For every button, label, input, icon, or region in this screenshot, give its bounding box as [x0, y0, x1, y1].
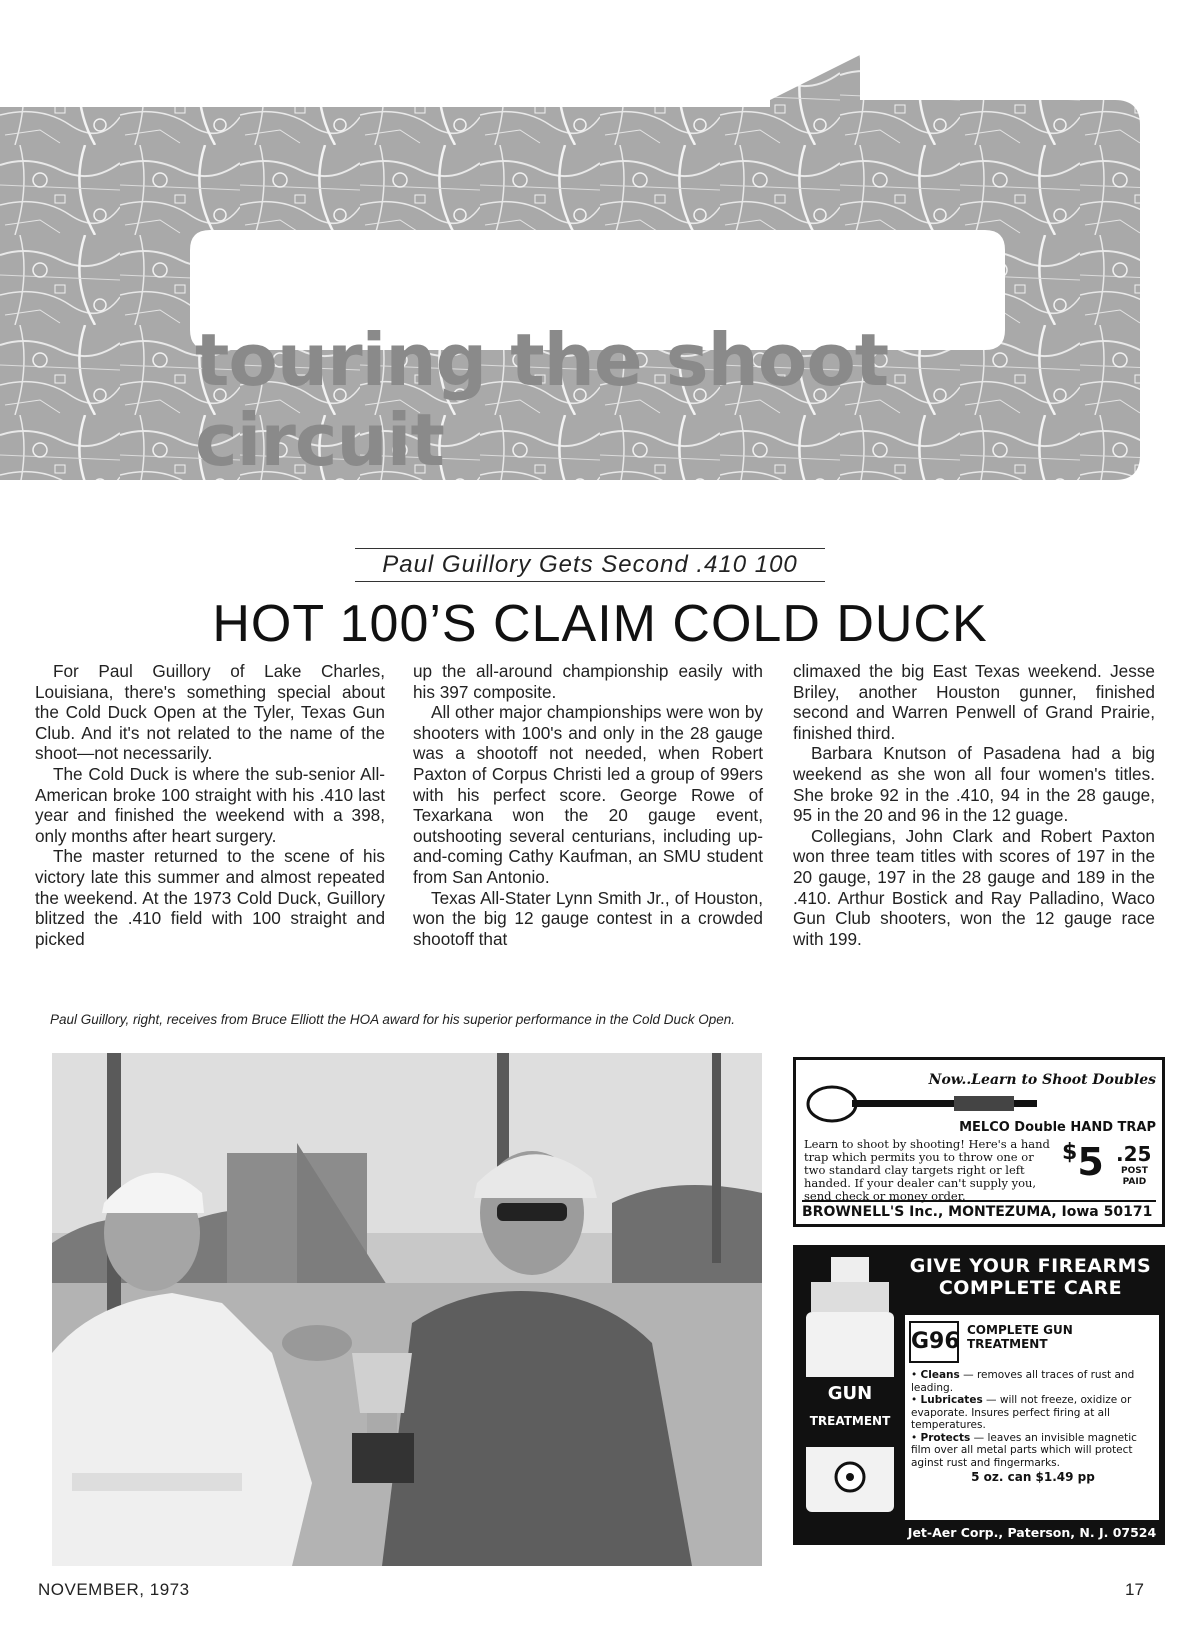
svg-text:GUN: GUN	[827, 1383, 873, 1404]
spray-can-icon	[801, 1257, 899, 1517]
banner-title: touring the shoot circuit	[195, 318, 889, 482]
ad1-body: Learn to shoot by shooting! Here's a hand trap which permits you to throw one or two standard clay targets right or left handed. If your dealer can't supply you, send check or money order.	[804, 1137, 1050, 1203]
article-column-2	[413, 661, 763, 949]
ad1-headline: Now..Learn to Shoot Doubles	[928, 1072, 1156, 1088]
banner	[0, 55, 1200, 530]
ad2-headline-line-2: COMPLETE CARE	[938, 1277, 1123, 1299]
ad1-product-name: MELCO Double HAND TRAP	[959, 1120, 1156, 1135]
issue-date: NOVEMBER, 1973	[38, 1580, 190, 1599]
photo-image	[52, 1053, 762, 1566]
ad2-bullet: • Cleans — removes all traces of rust and leading.	[911, 1369, 1135, 1394]
ad2-bullet: • Protects — leaves an invisible magnetic film over all metal parts which will protect aginst rust and fingermarks.	[911, 1431, 1137, 1469]
ad2-body	[911, 1369, 1155, 1484]
ad1-footer: BROWNELL'S Inc., MONTEZUMA, Iowa 50171	[802, 1200, 1156, 1220]
ad2-bullet-text: — removes all traces of rust and leading.	[911, 1369, 1135, 1394]
ad2-bullet: • Lubricates — will not freeze, oxidize or evaporate. Insures perfect firing at all temperatures.	[911, 1394, 1132, 1431]
article-subhead: Paul Guillory Gets Second .410 100	[355, 548, 825, 582]
ad2-footer: Jet-Aer Corp., Paterson, N. J. 07524	[907, 1525, 1157, 1540]
ad2-title	[967, 1323, 1073, 1351]
ad1-paid-label: PAID	[1122, 1177, 1147, 1187]
ad2-bullet-text: — will not freeze, oxidize or evaporate. Insures perfect firing at all temperatures.	[911, 1394, 1132, 1431]
ad2-headline-line-1: GIVE YOUR FIREARMS	[909, 1255, 1152, 1277]
ad1-price-cents: .25	[1116, 1142, 1152, 1166]
ad1-post-label: POST	[1121, 1166, 1148, 1176]
ad2-bullet-label: Cleans	[920, 1369, 960, 1381]
ad2-title-line-2: TREATMENT	[967, 1337, 1048, 1351]
paragraph: The master returned to the scene of his victory late this summer and almost repeated the weekend. At the 1973 Cold Duck, Guillory blitzed the .410 field with 100 straight and picked	[35, 846, 385, 949]
paragraph: For Paul Guillory of Lake Charles, Louisiana, there's something special about the Cold Duck Open at the Tyler, Texas Gun Club. And it's not related to the name of the shoot—not necessarily.	[35, 661, 385, 764]
article-column-3	[793, 661, 1155, 949]
paragraph: The Cold Duck is where the sub-senior All-American broke 100 straight with his .410 last year and finished the weekend with a 398, only months after heart surgery.	[35, 763, 385, 846]
ad2-bullet-text: — leaves an invisible magnetic film over all metal parts which will protect aginst rust and fingermarks.	[911, 1431, 1137, 1469]
ad1-price: $5	[1062, 1140, 1104, 1184]
paragraph: Collegians, John Clark and Robert Paxton won three team titles with scores of 197 in the 20 gauge, 197 in the 28 gauge and 189 in the .410. Arthur Bostick and Ray Palladino, Waco Gun Club shooters, won the 12 gauge race with 199.	[793, 825, 1155, 949]
ad2-headline	[903, 1255, 1158, 1299]
hand-trap-ad	[793, 1057, 1165, 1227]
ad1-price-dollars: 5	[1077, 1140, 1104, 1184]
paragraph: climaxed the big East Texas weekend. Jesse Briley, another Houston gunner, finished second and Warren Penwell of Grand Prairie, finished third.	[793, 661, 1155, 743]
article-headline: HOT 100’S CLAIM COLD DUCK	[212, 595, 988, 653]
ad2-price: 5 oz. can $1.49 pp	[971, 1470, 1095, 1484]
gun-treatment-ad	[793, 1245, 1165, 1545]
paragraph: All other major championships were won by shooters with 100's and only in the 28 gauge was a shootoff not needed, when Robert Paxton of Corpus Christi led a group of 99ers with his perfect score. George Rowe of Texarkana won the 20 gauge event, outshooting several centurians, including up-and-coming Cathy Kaufman, an SMU student from San Antonio.	[413, 702, 763, 887]
ad2-title-line-1: COMPLETE GUN	[967, 1323, 1073, 1337]
ad1-post-paid	[1121, 1166, 1148, 1188]
paragraph: up the all-around championship easily with his 397 composite.	[413, 661, 763, 702]
ad2-panel	[905, 1315, 1159, 1520]
g96-logo: G96	[909, 1321, 959, 1363]
ad2-bullet-label: Protects	[920, 1431, 971, 1444]
paragraph: Texas All-Stater Lynn Smith Jr., of Houston, won the big 12 gauge contest in a crowded shootoff that	[413, 887, 763, 949]
article-column-1	[35, 661, 385, 949]
ad2-bullet-label: Lubricates	[920, 1394, 983, 1406]
paragraph: Barbara Knutson of Pasadena had a big weekend as she won all four women's titles. She broke 92 in the .410, 94 in the 28 gauge, 95 in the 20 and 96 in the 12 guage.	[793, 743, 1155, 826]
photo-caption: Paul Guillory, right, receives from Bruce Elliott the HOA award for his superior performance in the Cold Duck Open.	[50, 1012, 736, 1027]
svg-text:TREATMENT: TREATMENT	[809, 1414, 891, 1428]
award-photo	[52, 1053, 762, 1566]
page-number: 17	[1125, 1580, 1144, 1599]
